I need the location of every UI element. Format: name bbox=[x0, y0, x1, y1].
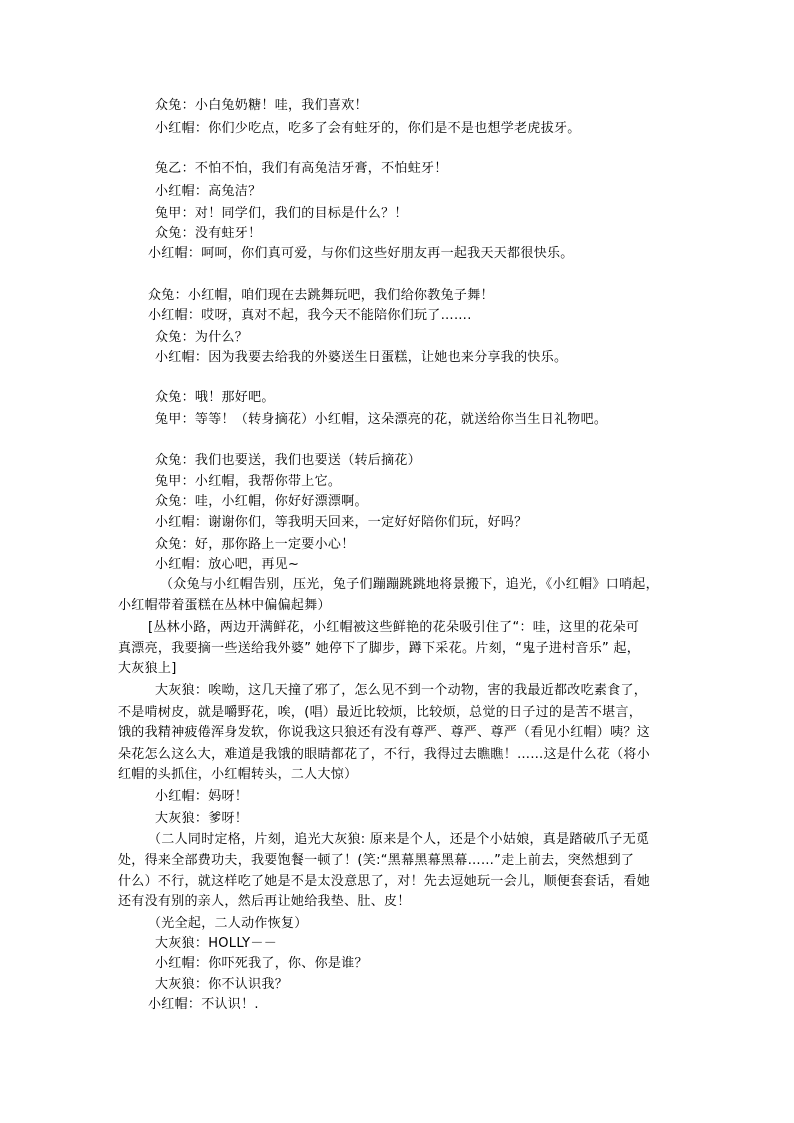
stage-direction-line: 处，得来全部费功夫，我要饱餐一顿了！(笑:“黑幕黑幕黑幕……”走上前去，突然想到了 bbox=[118, 853, 635, 868]
dialogue-line: 兔乙：不怕不怕，我们有高兔洁牙膏，不怕蛀牙！ bbox=[155, 161, 448, 176]
dialogue-line: 饿的我精神疲倦浑身发软，你说我这只狼还有没有尊严、尊严、尊严（看见小红帽）咦？这 bbox=[118, 725, 651, 740]
dialogue-line: 小红帽：不认识！. bbox=[148, 997, 259, 1012]
dialogue-line: 小红帽：放心吧，再见~ bbox=[155, 557, 300, 572]
dialogue-line: 小红帽：高兔洁？ bbox=[155, 184, 262, 199]
dialogue-line: 兔甲：等等！（转身摘花）小红帽，这朵漂亮的花，就送给你当生日礼物吧。 bbox=[155, 412, 608, 427]
dialogue-line: 小红帽：谢谢你们，等我明天回来，一定好好陪你们玩，好吗？ bbox=[155, 515, 528, 530]
dialogue-line: 小红帽：你们少吃点，吃多了会有蛀牙的，你们是不是也想学老虎拔牙。 bbox=[155, 121, 581, 136]
dialogue-line: 兔甲：对！同学们，我们的目标是什么？！ bbox=[155, 206, 408, 221]
dialogue-line: 众兔：好，那你路上一定要小心！ bbox=[155, 537, 355, 552]
dialogue-line: 小红帽：哎呀，真对不起，我今天不能陪你们玩了……. bbox=[148, 308, 472, 323]
dialogue-line: 众兔：哦！那好吧。 bbox=[155, 390, 275, 405]
dialogue-line: 众兔：哇，小红帽，你好好漂漂啊。 bbox=[155, 494, 368, 509]
dialogue-line: 小红帽：因为我要去给我的外婆送生日蛋糕，让她也来分享我的快乐。 bbox=[155, 350, 568, 365]
dialogue-line: 朵花怎么这么大，难道是我饿的眼睛都花了，不行，我得过去瞧瞧！……这是什么花（将小 bbox=[118, 747, 651, 762]
dialogue-line: 大灰狼：你不认识我？ bbox=[155, 977, 289, 992]
stage-direction-line: 还有没有别的亲人，然后再让她给我垫、肚、皮！ bbox=[118, 894, 411, 909]
dialogue-line: 大灰狼：唉呦，这几天撞了邪了，怎么见不到一个动物，害的我最近都改吃素食了， bbox=[155, 683, 648, 698]
dialogue-line: 不是啃树皮，就是嚼野花，唉，(唱）最近比较烦，比较烦，总觉的日子过的是苦不堪言， bbox=[118, 705, 643, 720]
dialogue-line: 众兔：我们也要送，我们也要送（转后摘花） bbox=[155, 453, 422, 468]
stage-direction-line: 大灰狼上] bbox=[118, 661, 177, 676]
dialogue-line: 众兔：小白兔奶糖！哇，我们喜欢！ bbox=[155, 98, 368, 113]
dialogue-line: 小红帽：呵呵，你们真可爱，与你们这些好朋友再一起我天天都很快乐。 bbox=[148, 246, 574, 261]
stage-direction-line: （光全起，二人动作恢复） bbox=[148, 916, 308, 931]
stage-direction-line: （众兔与小红帽告别，压光，兔子们蹦蹦跳跳地将景搬下，追光，《小红帽》口哨起， bbox=[160, 577, 659, 592]
stage-direction-line: （二人同时定格，片刻，追光大灰狼: 原来是个人，还是个小姑娘，真是踏破爪子无觅 bbox=[148, 832, 650, 847]
dialogue-line: 众兔：没有蛀牙！ bbox=[155, 226, 262, 241]
dialogue-line: 众兔：为什么？ bbox=[155, 330, 249, 345]
dialogue-line: 红帽的头抓住，小红帽转头，二人大惊） bbox=[118, 767, 358, 782]
dialogue-line: 兔甲：小红帽，我帮你带上它。 bbox=[155, 474, 342, 489]
dialogue-line: 小红帽：你吓死我了，你、你是谁？ bbox=[155, 956, 368, 971]
stage-direction-line: [丛林小路，两边开满鲜花，小红帽被这些鲜艳的花朵吸引住了“：哇，这里的花朵可 bbox=[148, 620, 640, 635]
dialogue-line: 大灰狼：HOLLY－－ bbox=[155, 936, 278, 951]
dialogue-line: 大灰狼：爹呀！ bbox=[155, 811, 249, 826]
dialogue-line: 小红帽：妈呀！ bbox=[155, 789, 249, 804]
stage-direction-line: 小红帽带着蛋糕在丛林中偏偏起舞） bbox=[118, 598, 331, 613]
dialogue-line: 众兔：小红帽，咱们现在去跳舞玩吧，我们给你教兔子舞！ bbox=[148, 288, 494, 303]
stage-direction-line: 什么）不行，就这样吃了她是不是太没意思了，对！先去逗她玩一会儿，顺便套套话，看她 bbox=[118, 874, 651, 889]
stage-direction-line: 真漂亮，我要摘一些送给我外婆” 她停下了脚步，蹲下采花。片刻，“鬼子进村音乐” 起， bbox=[118, 641, 641, 656]
